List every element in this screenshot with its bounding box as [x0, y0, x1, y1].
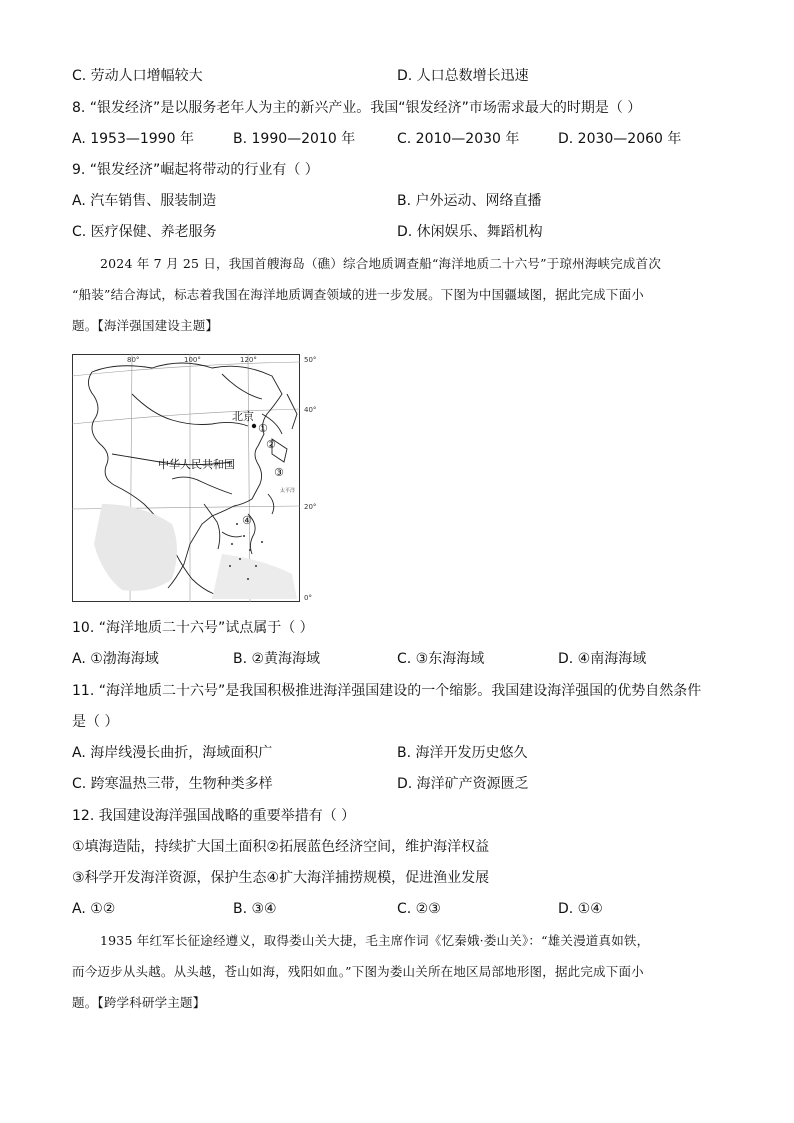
- lon-label-100: 100°: [184, 356, 201, 364]
- passage1-line1: 2024 年 7 月 25 日，我国首艘海岛（礁）综合地质调查船“海洋地质二十六号”于琼州海峡完成首次: [100, 256, 662, 271]
- q8-option-b: B. 1990—2010 年: [233, 131, 356, 147]
- lat-label-0: 0°: [304, 594, 312, 602]
- marker-3: ③: [274, 466, 284, 479]
- q11-stem-line1: 11. “海洋地质二十六号”是我国积极推进海洋强国建设的一个缩影。我国建设海洋强国的优势自然条件: [72, 683, 702, 699]
- q11-option-a: A. 海岸线漫长曲折，海域面积广: [72, 745, 273, 761]
- q12-stem: 12. 我国建设海洋强国战略的重要举措有（ ）: [72, 808, 356, 824]
- q8-option-c: C. 2010—2030 年: [397, 131, 520, 147]
- q10-stem: 10. “海洋地质二十六号”试点属于（ ）: [72, 620, 314, 636]
- lat-label-40: 40°: [304, 406, 317, 414]
- q8-option-a: A. 1953—1990 年: [72, 131, 194, 147]
- lat-label-20: 20°: [304, 503, 317, 511]
- passage2-line1: 1935 年红军长征途经遵义，取得娄山关大捷，毛主席作词《忆秦娥·娄山关》：“雄关漫道真如铁，: [100, 933, 650, 948]
- marker-1: ①: [258, 422, 268, 435]
- china-territory-map: [72, 354, 322, 602]
- q7-option-c: C. 劳动人口增幅较大: [72, 68, 203, 84]
- q12-option-a: A. ①②: [72, 901, 116, 917]
- q12-item-line2: ③科学开发海洋资源，保护生态④扩大海洋捕捞规模，促进渔业发展: [72, 870, 490, 886]
- q9-option-c: C. 医疗保健、养老服务: [72, 224, 217, 240]
- marker-2: ②: [266, 438, 276, 451]
- lon-label-120: 120°: [240, 356, 257, 364]
- small-map-label: 太平洋: [280, 488, 296, 494]
- passage1-line2: “船装”结合海试，标志着我国在海洋地质调查领域的进一步发展。下图为中国疆域图，据此完成下面小: [72, 287, 644, 302]
- q11-option-c: C. 跨寒温热三带，生物种类多样: [72, 776, 273, 792]
- q12-option-c: C. ②③: [397, 901, 441, 917]
- passage2-line3: 题。【跨学科研学主题】: [72, 995, 206, 1010]
- q12-item-line1: ①填海造陆，持续扩大国土面积②拓展蓝色经济空间，维护海洋权益: [72, 839, 490, 855]
- q9-option-d: D. 休闲娱乐、舞蹈机构: [397, 224, 543, 240]
- q10-option-a: A. ①渤海海域: [72, 651, 159, 667]
- q11-stem-line2: 是（ ）: [72, 714, 119, 730]
- q7-option-d: D. 人口总数增长迅速: [397, 68, 529, 84]
- q12-option-b: B. ③④: [233, 901, 277, 917]
- q10-option-c: C. ③东海海域: [397, 651, 485, 667]
- q10-option-d: D. ④南海海域: [558, 651, 647, 667]
- marker-4: ④: [242, 514, 252, 527]
- passage1-line3: 题。【海洋强国建设主题】: [72, 318, 219, 333]
- q9-option-b: B. 户外运动、网络直播: [397, 193, 542, 209]
- lat-label-50: 50°: [304, 356, 317, 364]
- q11-option-d: D. 海洋矿产资源匮乏: [397, 776, 529, 792]
- q10-option-b: B. ②黄海海域: [233, 651, 321, 667]
- q8-stem: 8. “银发经济”是以服务老年人为主的新兴产业。我国“银发经济”市场需求最大的时期是（ ）: [72, 100, 642, 116]
- q12-option-d: D. ①④: [558, 901, 603, 917]
- q9-option-a: A. 汽车销售、服装制造: [72, 193, 217, 209]
- lon-label-80: 80°: [127, 356, 140, 364]
- beijing-label: 北京: [232, 410, 254, 423]
- q8-option-d: D. 2030—2060 年: [558, 131, 682, 147]
- q9-stem: 9. “银发经济”崛起将带动的行业有（ ）: [72, 162, 319, 178]
- passage2-line2: 而今迈步从头越。从头越，苍山如海，残阳如血。”下图为娄山关所在地区局部地形图，据此完成下面小: [72, 964, 644, 979]
- q11-option-b: B. 海洋开发历史悠久: [397, 745, 528, 761]
- country-label: 中华人民共和国: [158, 458, 235, 471]
